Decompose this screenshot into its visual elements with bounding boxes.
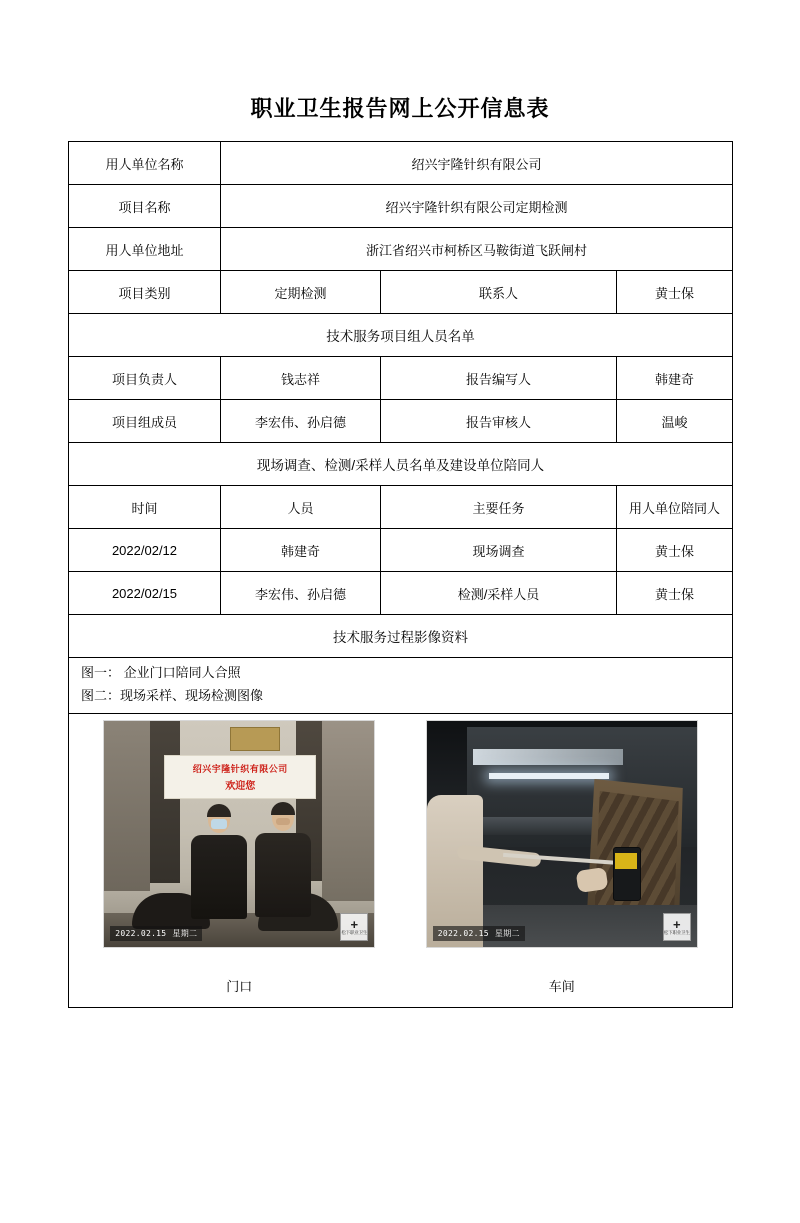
survey-person-2: 李宏伟、孙启德 (221, 572, 381, 615)
project-leader-label: 项目负责人 (69, 357, 221, 400)
timestamp-date: 2022.02.15 (437, 929, 489, 938)
person-face (276, 818, 290, 825)
person-masked (190, 807, 248, 919)
contact-person-label: 联系人 (381, 271, 617, 314)
door-left (150, 721, 180, 883)
table-row (69, 228, 733, 271)
table-row (69, 400, 733, 443)
employer-name-label: 用人单位名称 (69, 142, 221, 185)
report-reviewer-label: 报告审核人 (381, 400, 617, 443)
column-header-time: 时间 (69, 486, 221, 529)
photo-caption-workshop: 车间 (548, 979, 575, 994)
timestamp-weekday: 星期二 (172, 929, 198, 938)
page-title: 职业卫生报告网上公开信息表 (250, 96, 550, 121)
person-head (272, 805, 294, 831)
table-row (69, 142, 733, 185)
plus-icon: + (672, 916, 681, 932)
report-writer-label: 报告编写人 (381, 357, 617, 400)
plus-icon: + (350, 916, 359, 932)
photo-row (69, 720, 732, 1007)
wall-right (322, 721, 374, 901)
public-information-table (68, 141, 733, 1008)
project-members-label: 项目组成员 (69, 400, 221, 443)
wall-left (104, 721, 150, 891)
table-row (69, 357, 733, 400)
plaque (230, 727, 280, 751)
photo-entrance (103, 720, 375, 948)
project-category-value: 定期检测 (221, 271, 381, 314)
media-caption-1: 图一： 企业门口陪同人合照 (81, 665, 241, 680)
survey-task-2: 检测/采样人员 (381, 572, 617, 615)
banner-company-name: 绍兴宇隆针织有限公司 (192, 764, 288, 774)
machine-panel (473, 749, 623, 765)
column-header-task: 主要任务 (381, 486, 617, 529)
document-page (0, 92, 800, 1223)
person-coat (255, 833, 311, 917)
media-section-title: 技术服务过程影像资料 (69, 615, 733, 658)
photo-block-entrance (103, 720, 375, 1007)
table-row (69, 658, 733, 714)
media-captions (69, 658, 733, 714)
report-reviewer-value: 温峻 (617, 400, 733, 443)
photo-timestamp (110, 926, 202, 941)
contact-person-value: 黄士保 (617, 271, 733, 314)
survey-section-title: 现场调查、检测/采样人员名单及建设单位陪同人 (69, 443, 733, 486)
report-writer-value: 韩建奇 (617, 357, 733, 400)
table-row (69, 529, 733, 572)
photo-block-workshop (426, 720, 698, 1007)
survey-time-2: 2022/02/15 (69, 572, 221, 615)
employer-address-value: 浙江省绍兴市柯桥区马鞍街道飞跃闸村 (221, 228, 733, 271)
survey-person-1: 韩建奇 (221, 529, 381, 572)
column-header-companion: 用人单位陪同人 (617, 486, 733, 529)
table-row (69, 271, 733, 314)
team-section-title: 技术服务项目组人员名单 (69, 314, 733, 357)
photo-workshop (426, 720, 698, 948)
column-header-person: 人员 (221, 486, 381, 529)
project-category-label: 项目类别 (69, 271, 221, 314)
project-leader-value: 钱志祥 (221, 357, 381, 400)
welcome-banner (164, 755, 316, 799)
timestamp-date: 2022.02.15 (115, 929, 167, 938)
table-row (69, 572, 733, 615)
project-members-value: 李宏伟、孙启德 (221, 400, 381, 443)
photo-caption-entrance: 门口 (226, 979, 253, 994)
employer-address-label: 用人单位地址 (69, 228, 221, 271)
banner-welcome-text: 欢迎您 (225, 781, 256, 792)
watermark-badge-icon (663, 913, 691, 941)
person-companion (254, 805, 312, 919)
watermark-text: 松下职业卫生 (341, 929, 368, 935)
survey-time-1: 2022/02/12 (69, 529, 221, 572)
project-name-label: 项目名称 (69, 185, 221, 228)
survey-companion-2: 黄士保 (617, 572, 733, 615)
media-caption-2: 图二：现场采样、现场检测图像 (81, 688, 264, 703)
employer-name-value: 绍兴宇隆针织有限公司 (221, 142, 733, 185)
survey-companion-1: 黄士保 (617, 529, 733, 572)
table-row (69, 615, 733, 658)
photo-timestamp (433, 926, 525, 941)
face-mask-icon (211, 819, 227, 829)
table-header-row (69, 486, 733, 529)
machine-lamp (489, 773, 609, 779)
table-row (69, 314, 733, 357)
media-photos (69, 714, 733, 1008)
table-row (69, 185, 733, 228)
meter-display (615, 853, 637, 869)
person-coat (191, 835, 247, 919)
table-row (69, 443, 733, 486)
watermark-badge-icon (340, 913, 368, 941)
timestamp-weekday: 星期二 (494, 929, 520, 938)
survey-task-1: 现场调查 (381, 529, 617, 572)
watermark-text: 松下职业卫生 (663, 929, 690, 935)
person-head (208, 807, 230, 833)
table-row (69, 714, 733, 1008)
project-name-value: 绍兴宇隆针织有限公司定期检测 (221, 185, 733, 228)
